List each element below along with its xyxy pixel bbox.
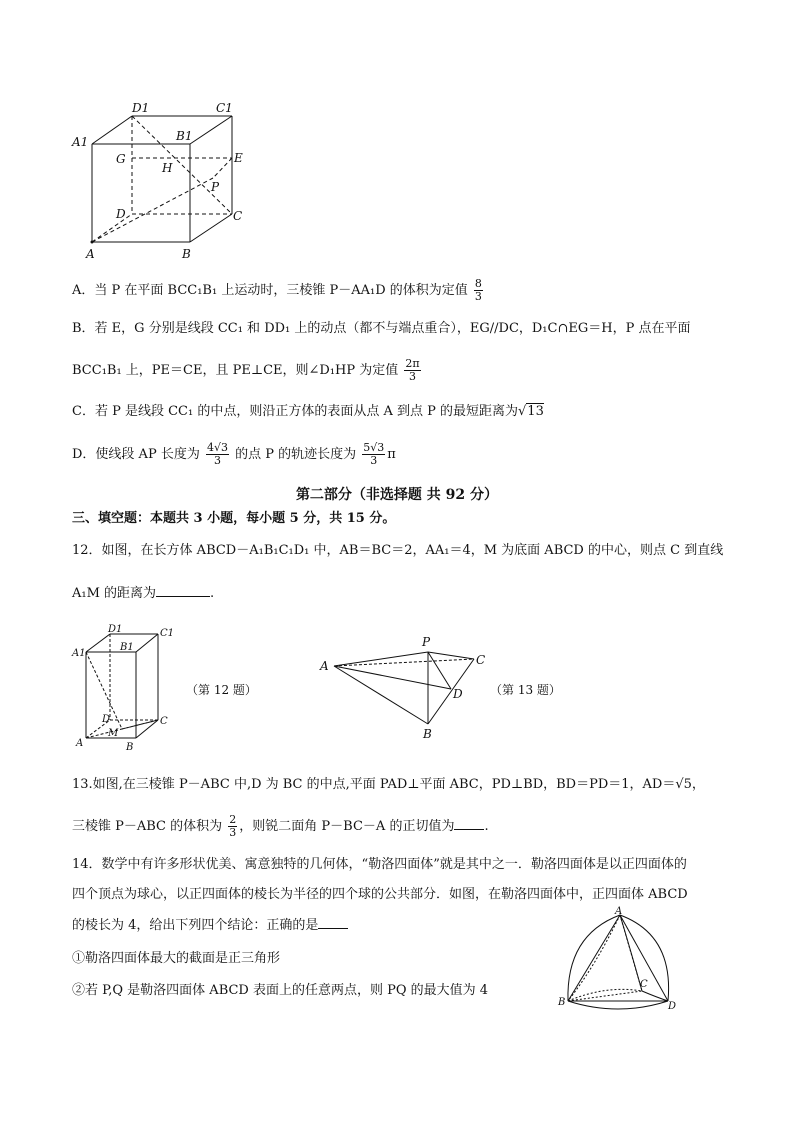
q13-line2-post: ，则锐二面角 P－BC－A 的正切值为 (239, 819, 455, 834)
q14-line1: 14．数学中有许多形状优美、寓意独特的几何体，“勒洛四面体”就是其中之一．勒洛四面体是以正四面体的 (72, 857, 687, 872)
q12-label-d: D (102, 714, 111, 725)
option-b-fraction: $\frac{2\pi}{3}$ (405, 357, 420, 383)
cube-label-a: A (86, 247, 95, 261)
cube-label-b: B (182, 247, 191, 261)
q13-line2 (72, 814, 489, 839)
option-c-sqrt: 13 (527, 404, 544, 419)
part2-title: 第二部分（非选择题 共 92 分） (295, 487, 499, 503)
cube-label-c1: C1 (216, 101, 233, 115)
section3-heading: 三、填空题：本题共 3 小题，每小题 5 分，共 15 分。 (72, 511, 396, 526)
cube-label-d1: D1 (132, 101, 150, 115)
q12-line2-text: A₁M 的距离为 (72, 586, 157, 601)
option-d-mid: 的点 P 的轨迹长度为 (235, 447, 357, 462)
q14-label-a: A (615, 906, 623, 917)
q13-caption: （第 13 题） (490, 683, 561, 697)
option-d (72, 442, 396, 467)
q14-item1: ①勒洛四面体最大的截面是正三角形 (72, 951, 281, 966)
q12-label-c: C (160, 716, 168, 727)
q14-label-d: D (668, 1001, 677, 1012)
q12-label-a1: A1 (72, 648, 86, 659)
q13-label-p: P (422, 635, 431, 649)
option-c-text: C．若 P 是线段 CC₁ 的中点，则沿正方体的表面从点 A 到点 P 的最短距离为 (72, 404, 518, 419)
cube-label-d: D (116, 207, 126, 221)
option-d-fraction1: $\frac{4√3}{3}$ (206, 441, 228, 467)
q13-line1: 13.如图,在三棱锥 P－ABC 中,D 为 BC 的中点,平面 PAD⊥平面 ABC，PD⊥BD，BD＝PD＝1，AD＝√5， (72, 777, 705, 792)
q12-figure (70, 622, 180, 757)
q14-label-b: B (558, 997, 566, 1008)
q12-tail: . (210, 586, 215, 601)
q12-label-a: A (76, 738, 84, 749)
q14-line3 (72, 916, 348, 935)
q13-fraction: $\frac{2}{3}$ (229, 813, 237, 839)
q14-line3-text: 的棱长为 4，给出下列四个结论：正确的是 (72, 918, 319, 933)
q13-label-d: D (453, 687, 463, 701)
cube-label-b1: B1 (176, 129, 193, 143)
option-d-tail: π (387, 447, 396, 462)
q12-label-b1: B1 (120, 642, 134, 653)
option-d-text: D．使线段 AP 长度为 (72, 447, 200, 462)
q14-line2: 四个顶点为球心，以正四面体的棱长为半径的四个球的公共部分．如图，在勒洛四面体中，正四面体 ABCD (72, 887, 688, 902)
q13-label-b: B (423, 727, 432, 741)
q12-label-d1: D1 (108, 624, 123, 635)
q13-tail: . (484, 819, 489, 834)
option-c: C．若 P 是线段 CC₁ 的中点，则沿正方体的表面从点 A 到点 P 的最短距离为√13 (72, 404, 544, 419)
q14-answer-blank[interactable] (318, 916, 348, 929)
cube-label-h: H (162, 161, 173, 175)
q12-caption: （第 12 题） (186, 683, 257, 697)
q14-figure (556, 905, 688, 1017)
cube-figure (70, 96, 260, 266)
cube-label-g: G (116, 152, 126, 166)
q13-label-c: C (476, 653, 486, 667)
cube-label-c: C (233, 209, 243, 223)
q13-answer-blank[interactable] (454, 817, 484, 830)
cube-label-p: P (211, 180, 220, 194)
q12-label-b: B (126, 742, 134, 753)
q13-figure (318, 632, 498, 742)
option-a-fraction: $\frac{8}{3}$ (474, 277, 482, 303)
q12-line1: 12．如图，在长方体 ABCD－A₁B₁C₁D₁ 中，AB＝BC＝2，AA₁＝4，M 为底面 ABCD 的中心，则点 C 到直线 (72, 543, 724, 558)
q12-label-m: M (108, 728, 119, 739)
q13-line2-text: 三棱锥 P－ABC 的体积为 (72, 819, 223, 834)
option-b-line2 (72, 358, 423, 383)
option-b-line1: B．若 E，G 分别是线段 CC₁ 和 DD₁ 上的动点（都不与端点重合），EG//DC，D₁C∩EG＝H，P 点在平面 (72, 321, 691, 336)
q14-item2: ②若 P,Q 是勒洛四面体 ABCD 表面上的任意两点，则 PQ 的最大值为 4 (72, 983, 489, 998)
option-a (72, 278, 485, 303)
q12-answer-blank[interactable] (156, 584, 210, 597)
q14-label-c: C (640, 979, 648, 990)
cube-label-e: E (234, 151, 243, 165)
q13-label-a: A (320, 659, 329, 673)
option-a-text: A．当 P 在平面 BCC₁B₁ 上运动时，三棱锥 P－AA₁D 的体积为定值 (72, 283, 468, 298)
option-b-text: BCC₁B₁ 上，PE＝CE，且 PE⊥CE，则∠D₁HP 为定值 (72, 363, 399, 378)
q12-line2 (72, 584, 214, 603)
option-d-fraction2: $\frac{5√3}{3}$ (363, 441, 385, 467)
cube-label-a1: A1 (72, 135, 89, 149)
q12-label-c1: C1 (160, 628, 175, 639)
